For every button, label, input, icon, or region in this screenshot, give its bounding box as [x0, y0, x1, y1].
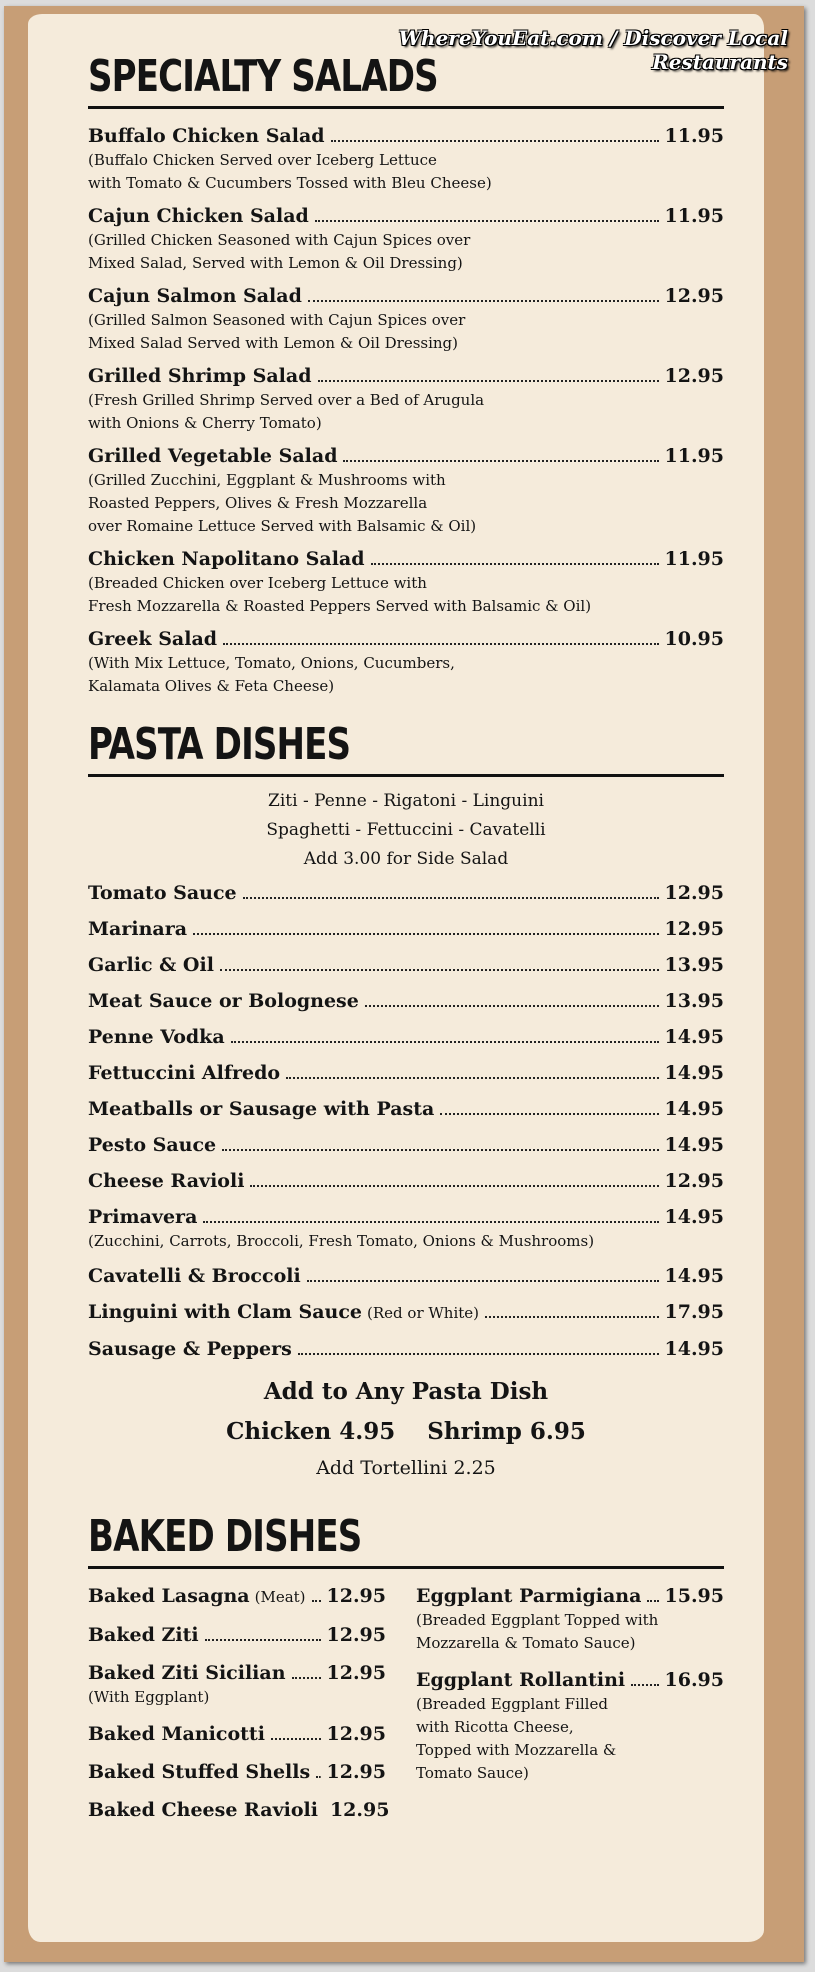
item-name: Eggplant Parmigiana [416, 1585, 642, 1607]
menu-item [88, 1132, 724, 1158]
pasta-types-line: Ziti - Penne - Rigatoni - Linguini [268, 791, 544, 811]
menu-item-row [88, 626, 724, 652]
menu-item-row [88, 916, 724, 942]
item-price: 16.95 [664, 1669, 724, 1691]
menu-item-row [88, 1096, 724, 1122]
item-price: 17.95 [664, 1301, 724, 1323]
leader-dots [292, 1677, 321, 1679]
menu-item [88, 1721, 386, 1747]
leader-dots [315, 220, 659, 222]
menu-item-row [88, 123, 724, 149]
item-name: Linguini with Clam Sauce [88, 1301, 363, 1323]
item-price: 12.95 [664, 285, 724, 307]
item-price: 11.95 [664, 548, 724, 570]
pasta-addon-heading: Add to Any Pasta Dish [263, 1378, 549, 1405]
item-description: (Breaded Eggplant Filled [416, 1695, 608, 1713]
menu-item-row [88, 988, 724, 1014]
menu-item [88, 1096, 724, 1122]
item-price: 12.95 [326, 1761, 386, 1783]
menu-item-row [88, 1583, 386, 1610]
item-name: Baked Manicotti [88, 1723, 265, 1745]
menu-item-row [88, 1168, 724, 1194]
menu-item-row [88, 1797, 390, 1823]
leader-dots [243, 897, 659, 899]
menu-item [88, 1024, 724, 1050]
pasta-list [88, 880, 724, 1362]
menu-item [88, 1336, 724, 1362]
side-salad-note: Add 3.00 for Side Salad [303, 849, 509, 869]
leader-dots [631, 1684, 658, 1686]
item-price: 14.95 [664, 1062, 724, 1084]
menu-item-row [88, 363, 724, 389]
menu-item [88, 1660, 386, 1709]
leader-dots [331, 140, 659, 142]
item-description: Tomato Sauce) [416, 1764, 529, 1782]
item-name: Penne Vodka [88, 1026, 225, 1048]
item-name: Cavatelli & Broccoli [88, 1265, 301, 1287]
menu-item [88, 203, 724, 275]
item-description: Topped with Mozzarella & [416, 1741, 617, 1759]
section-title: SPECIALTY SALADS [88, 51, 438, 102]
item-price: 14.95 [664, 1026, 724, 1048]
item-description: (Grilled Salmon Seasoned with Cajun Spices over [88, 311, 466, 329]
item-name: Tomato Sauce [88, 882, 237, 904]
item-price: 12.95 [664, 918, 724, 940]
leader-dots [271, 1738, 321, 1740]
leader-dots [647, 1600, 658, 1602]
leader-dots [223, 643, 658, 645]
menu-item [88, 1060, 724, 1086]
item-price: 11.95 [664, 445, 724, 467]
item-description: Mozzarella & Tomato Sauce) [416, 1634, 636, 1652]
menu-item [88, 1263, 724, 1289]
item-price: 11.95 [664, 125, 724, 147]
item-price: 12.95 [326, 1662, 386, 1684]
item-description: Mixed Salad, Served with Lemon & Oil Dressing) [88, 254, 463, 272]
pasta-types-line: Spaghetti - Fettuccini - Cavatelli [266, 820, 546, 840]
item-description: (Zucchini, Carrots, Broccoli, Fresh Tomato, Onions & Mushrooms) [88, 1232, 595, 1250]
tortellini-addon: Add Tortellini 2.25 [316, 1457, 496, 1479]
leader-dots [231, 1041, 659, 1043]
section-divider [88, 106, 724, 109]
item-price: 12.95 [664, 882, 724, 904]
item-description: (Grilled Chicken Seasoned with Cajun Spices over [88, 231, 471, 249]
site-banner: WhereYouEat.com / Discover Local Restaurants [398, 26, 788, 74]
item-description: (Buffalo Chicken Served over Iceberg Lettuce [88, 151, 437, 169]
item-price: 12.95 [664, 1170, 724, 1192]
section-specialty-salads [88, 50, 724, 698]
menu-item-row [88, 1336, 724, 1362]
item-name: Primavera [88, 1206, 198, 1228]
item-name: Baked Cheese Ravioli [88, 1799, 318, 1821]
menu-item-row [88, 1759, 386, 1785]
menu-item [88, 1299, 724, 1326]
menu-item [88, 363, 724, 435]
item-description: with Tomato & Cucumbers Tossed with Bleu Cheese) [88, 174, 492, 192]
item-description: with Ricotta Cheese, [416, 1718, 574, 1736]
item-name: Grilled Vegetable Salad [88, 445, 338, 467]
menu-item [88, 1797, 390, 1823]
item-price: 12.95 [326, 1585, 386, 1607]
item-price: 12.95 [326, 1723, 386, 1745]
leader-dots [286, 1077, 658, 1079]
section-divider [88, 1566, 724, 1569]
item-price: 15.95 [664, 1585, 724, 1607]
menu-item [88, 443, 724, 538]
item-price: 14.95 [664, 1265, 724, 1287]
leader-dots [343, 460, 658, 462]
section-baked-dishes [88, 1510, 724, 1835]
menu-item-row [88, 443, 724, 469]
item-price: 14.95 [664, 1098, 724, 1120]
menu-item [88, 1168, 724, 1194]
leader-dots [316, 1776, 320, 1778]
leader-dots [298, 1353, 659, 1355]
section-title: PASTA DISHES [88, 719, 351, 770]
item-name: Greek Salad [88, 628, 218, 650]
menu-item-row [88, 1204, 724, 1230]
menu-item-row [88, 283, 724, 309]
item-note: (Meat) [254, 1588, 306, 1606]
item-description: Mixed Salad Served with Lemon & Oil Dressing) [88, 334, 459, 352]
item-description: (With Mix Lettuce, Tomato, Onions, Cucumbers, [88, 654, 455, 672]
menu-item [88, 123, 724, 195]
baked-right-column [416, 1583, 724, 1835]
section-pasta-dishes [88, 718, 724, 1484]
item-name: Buffalo Chicken Salad [88, 125, 325, 147]
item-description: (With Eggplant) [88, 1688, 210, 1706]
leader-dots [312, 1600, 321, 1602]
item-name: Baked Stuffed Shells [88, 1761, 311, 1783]
leader-dots [318, 380, 659, 382]
leader-dots [308, 300, 659, 302]
menu-item [88, 880, 724, 906]
menu-item [88, 1583, 386, 1610]
leader-dots [371, 563, 659, 565]
menu-content [88, 50, 724, 1835]
menu-item-row [88, 880, 724, 906]
item-name: Cheese Ravioli [88, 1170, 245, 1192]
item-description: Fresh Mozzarella & Roasted Peppers Served with Balsamic & Oil) [88, 597, 592, 615]
item-name: Fettuccini Alfredo [88, 1062, 281, 1084]
menu-item-row [88, 1132, 724, 1158]
baked-left-column [88, 1583, 390, 1835]
item-description: Roasted Peppers, Olives & Fresh Mozzarella [88, 494, 428, 512]
item-name: Sausage & Peppers [88, 1338, 292, 1360]
menu-item [88, 952, 724, 978]
menu-item [88, 988, 724, 1014]
menu-item-row [88, 952, 724, 978]
leader-dots [365, 1005, 659, 1007]
item-name: Garlic & Oil [88, 954, 214, 976]
item-price: 12.95 [329, 1799, 390, 1821]
item-name: Meat Sauce or Bolognese [88, 990, 359, 1012]
menu-item-row [88, 1024, 724, 1050]
menu-item-row [88, 546, 724, 572]
menu-item [416, 1583, 724, 1655]
item-name: Baked Lasagna [88, 1585, 250, 1607]
leader-dots [205, 1639, 321, 1641]
section-divider [88, 774, 724, 777]
item-description: (Fresh Grilled Shrimp Served over a Bed of Arugula [88, 391, 485, 409]
menu-item [88, 1759, 386, 1785]
item-name: Eggplant Rollantini [416, 1669, 626, 1691]
menu-item [88, 283, 724, 355]
item-description: over Romaine Lettuce Served with Balsamic & Oil) [88, 517, 477, 535]
section-title: BAKED DISHES [88, 1511, 362, 1562]
item-price: 12.95 [326, 1624, 386, 1646]
pasta-addon-prices: Chicken 4.95 Shrimp 6.95 [226, 1418, 586, 1445]
item-description: (Breaded Chicken over Iceberg Lettuce with [88, 574, 427, 592]
item-price: 12.95 [664, 365, 724, 387]
menu-item [88, 916, 724, 942]
salad-list [88, 123, 724, 698]
leader-dots [485, 1316, 658, 1318]
item-price: 13.95 [664, 954, 724, 976]
item-name: Cajun Salmon Salad [88, 285, 302, 307]
leader-dots [307, 1280, 659, 1282]
item-description: (Grilled Zucchini, Eggplant & Mushrooms with [88, 471, 446, 489]
leader-dots [220, 969, 659, 971]
menu-item-row [88, 1060, 724, 1086]
menu-item [88, 1204, 724, 1253]
baked-columns [88, 1583, 724, 1835]
menu-item-row [88, 1660, 386, 1686]
item-description: (Breaded Eggplant Topped with [416, 1611, 659, 1629]
item-name: Meatballs or Sausage with Pasta [88, 1098, 435, 1120]
item-note: (Red or White) [367, 1304, 480, 1322]
menu-item [416, 1667, 724, 1785]
item-name: Chicken Napolitano Salad [88, 548, 365, 570]
leader-dots [250, 1185, 658, 1187]
menu-item [88, 1622, 386, 1648]
item-price: 14.95 [664, 1338, 724, 1360]
item-price: 14.95 [664, 1134, 724, 1156]
menu-item-row [88, 1622, 386, 1648]
menu-item [88, 626, 724, 698]
menu-item-row [416, 1667, 724, 1693]
item-price: 14.95 [664, 1206, 724, 1228]
leader-dots [193, 933, 658, 935]
leader-dots [440, 1113, 658, 1115]
item-name: Grilled Shrimp Salad [88, 365, 312, 387]
menu-item-row [88, 1263, 724, 1289]
item-name: Marinara [88, 918, 188, 940]
leader-dots [222, 1149, 658, 1151]
item-name: Pesto Sauce [88, 1134, 217, 1156]
item-price: 11.95 [664, 205, 724, 227]
item-name: Baked Ziti [88, 1624, 199, 1646]
item-description: with Onions & Cherry Tomato) [88, 414, 322, 432]
menu-item [88, 546, 724, 618]
item-name: Cajun Chicken Salad [88, 205, 309, 227]
leader-dots [203, 1221, 658, 1223]
menu-item-row [88, 203, 724, 229]
item-price: 10.95 [664, 628, 724, 650]
item-price: 13.95 [664, 990, 724, 1012]
menu-item-row [416, 1583, 724, 1609]
item-description: Kalamata Olives & Feta Cheese) [88, 677, 335, 695]
menu-item-row [88, 1299, 724, 1326]
menu-item-row [88, 1721, 386, 1747]
item-name: Baked Ziti Sicilian [88, 1662, 286, 1684]
